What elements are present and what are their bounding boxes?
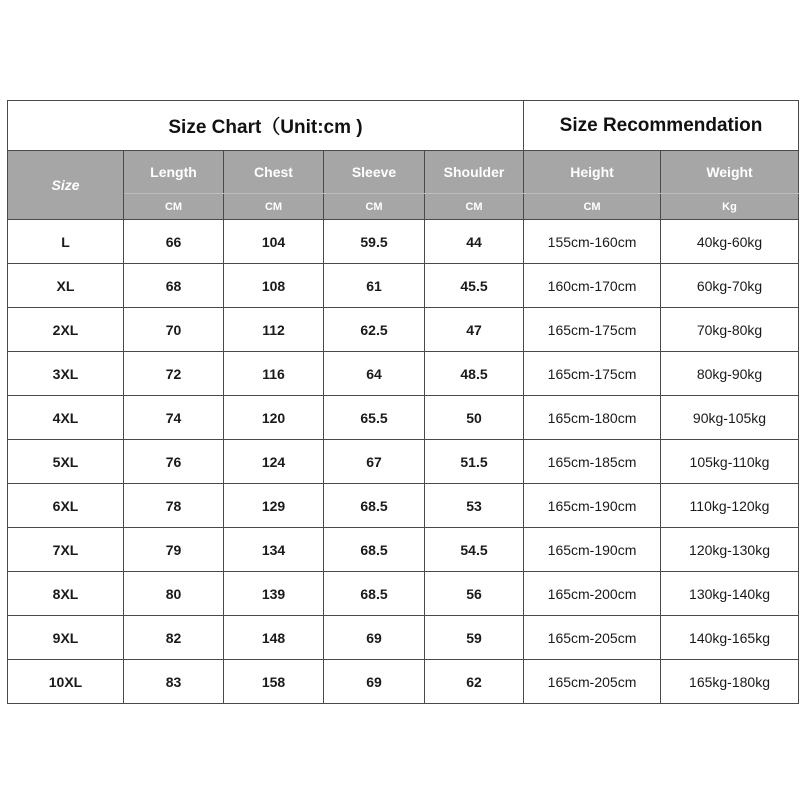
cell-weight: 120kg-130kg	[661, 528, 799, 572]
cell-height: 165cm-185cm	[524, 440, 661, 484]
table-row	[8, 220, 799, 264]
cell-sleeve: 62.5	[324, 308, 425, 352]
cell-size: 3XL	[8, 352, 124, 396]
cell-chest: 129	[224, 484, 324, 528]
cell-size: 2XL	[8, 308, 124, 352]
unit-shoulder: CM	[425, 194, 524, 220]
cell-size: 5XL	[8, 440, 124, 484]
cell-sleeve: 68.5	[324, 572, 425, 616]
size-rows	[8, 220, 799, 704]
header-size: Size	[8, 151, 124, 220]
cell-chest: 134	[224, 528, 324, 572]
header-shoulder: Shoulder	[425, 151, 524, 194]
cell-shoulder: 56	[425, 572, 524, 616]
cell-size: 10XL	[8, 660, 124, 704]
cell-chest: 139	[224, 572, 324, 616]
cell-size: XL	[8, 264, 124, 308]
cell-height: 160cm-170cm	[524, 264, 661, 308]
cell-size: 8XL	[8, 572, 124, 616]
header-length: Length	[124, 151, 224, 194]
cell-shoulder: 48.5	[425, 352, 524, 396]
header-weight: Weight	[661, 151, 799, 194]
size-chart-container	[7, 100, 798, 704]
cell-shoulder: 59	[425, 616, 524, 660]
cell-chest: 158	[224, 660, 324, 704]
unit-row	[8, 194, 799, 220]
cell-length: 70	[124, 308, 224, 352]
header-sleeve: Sleeve	[324, 151, 425, 194]
unit-length: CM	[124, 194, 224, 220]
cell-height: 165cm-205cm	[524, 660, 661, 704]
cell-shoulder: 62	[425, 660, 524, 704]
cell-shoulder: 54.5	[425, 528, 524, 572]
cell-sleeve: 69	[324, 616, 425, 660]
cell-height: 165cm-175cm	[524, 308, 661, 352]
cell-height: 165cm-205cm	[524, 616, 661, 660]
cell-shoulder: 44	[425, 220, 524, 264]
table-row	[8, 616, 799, 660]
cell-size: L	[8, 220, 124, 264]
header-chest: Chest	[224, 151, 324, 194]
cell-chest: 124	[224, 440, 324, 484]
cell-height: 165cm-190cm	[524, 528, 661, 572]
cell-chest: 112	[224, 308, 324, 352]
table-row	[8, 440, 799, 484]
cell-size: 4XL	[8, 396, 124, 440]
cell-chest: 120	[224, 396, 324, 440]
cell-shoulder: 53	[425, 484, 524, 528]
table-row	[8, 572, 799, 616]
table-row	[8, 352, 799, 396]
size-chart-table	[7, 100, 799, 704]
cell-weight: 130kg-140kg	[661, 572, 799, 616]
cell-weight: 110kg-120kg	[661, 484, 799, 528]
cell-shoulder: 45.5	[425, 264, 524, 308]
cell-weight: 70kg-80kg	[661, 308, 799, 352]
table-row	[8, 264, 799, 308]
cell-sleeve: 59.5	[324, 220, 425, 264]
cell-weight: 60kg-70kg	[661, 264, 799, 308]
cell-length: 80	[124, 572, 224, 616]
cell-length: 66	[124, 220, 224, 264]
cell-weight: 40kg-60kg	[661, 220, 799, 264]
size-recommendation-title: Size Recommendation	[524, 101, 799, 151]
cell-length: 68	[124, 264, 224, 308]
cell-length: 83	[124, 660, 224, 704]
cell-length: 78	[124, 484, 224, 528]
cell-length: 74	[124, 396, 224, 440]
cell-length: 76	[124, 440, 224, 484]
table-row	[8, 396, 799, 440]
cell-shoulder: 47	[425, 308, 524, 352]
cell-length: 72	[124, 352, 224, 396]
cell-height: 165cm-190cm	[524, 484, 661, 528]
cell-chest: 148	[224, 616, 324, 660]
cell-weight: 140kg-165kg	[661, 616, 799, 660]
cell-height: 165cm-180cm	[524, 396, 661, 440]
column-header-row	[8, 151, 799, 194]
cell-sleeve: 68.5	[324, 528, 425, 572]
cell-size: 6XL	[8, 484, 124, 528]
unit-height: CM	[524, 194, 661, 220]
table-row	[8, 484, 799, 528]
table-row	[8, 660, 799, 704]
cell-weight: 105kg-110kg	[661, 440, 799, 484]
cell-chest: 104	[224, 220, 324, 264]
cell-height: 165cm-175cm	[524, 352, 661, 396]
cell-sleeve: 67	[324, 440, 425, 484]
cell-chest: 116	[224, 352, 324, 396]
title-row	[8, 101, 799, 151]
cell-chest: 108	[224, 264, 324, 308]
unit-chest: CM	[224, 194, 324, 220]
cell-shoulder: 50	[425, 396, 524, 440]
cell-sleeve: 61	[324, 264, 425, 308]
cell-weight: 165kg-180kg	[661, 660, 799, 704]
unit-sleeve: CM	[324, 194, 425, 220]
cell-sleeve: 64	[324, 352, 425, 396]
cell-height: 155cm-160cm	[524, 220, 661, 264]
cell-weight: 90kg-105kg	[661, 396, 799, 440]
table-row	[8, 528, 799, 572]
cell-sleeve: 68.5	[324, 484, 425, 528]
cell-sleeve: 65.5	[324, 396, 425, 440]
header-height: Height	[524, 151, 661, 194]
cell-shoulder: 51.5	[425, 440, 524, 484]
cell-size: 9XL	[8, 616, 124, 660]
cell-length: 79	[124, 528, 224, 572]
cell-length: 82	[124, 616, 224, 660]
cell-size: 7XL	[8, 528, 124, 572]
cell-sleeve: 69	[324, 660, 425, 704]
size-chart-title: Size Chart（Unit:cm )	[8, 101, 524, 151]
unit-weight: Kg	[661, 194, 799, 220]
table-row	[8, 308, 799, 352]
cell-weight: 80kg-90kg	[661, 352, 799, 396]
cell-height: 165cm-200cm	[524, 572, 661, 616]
